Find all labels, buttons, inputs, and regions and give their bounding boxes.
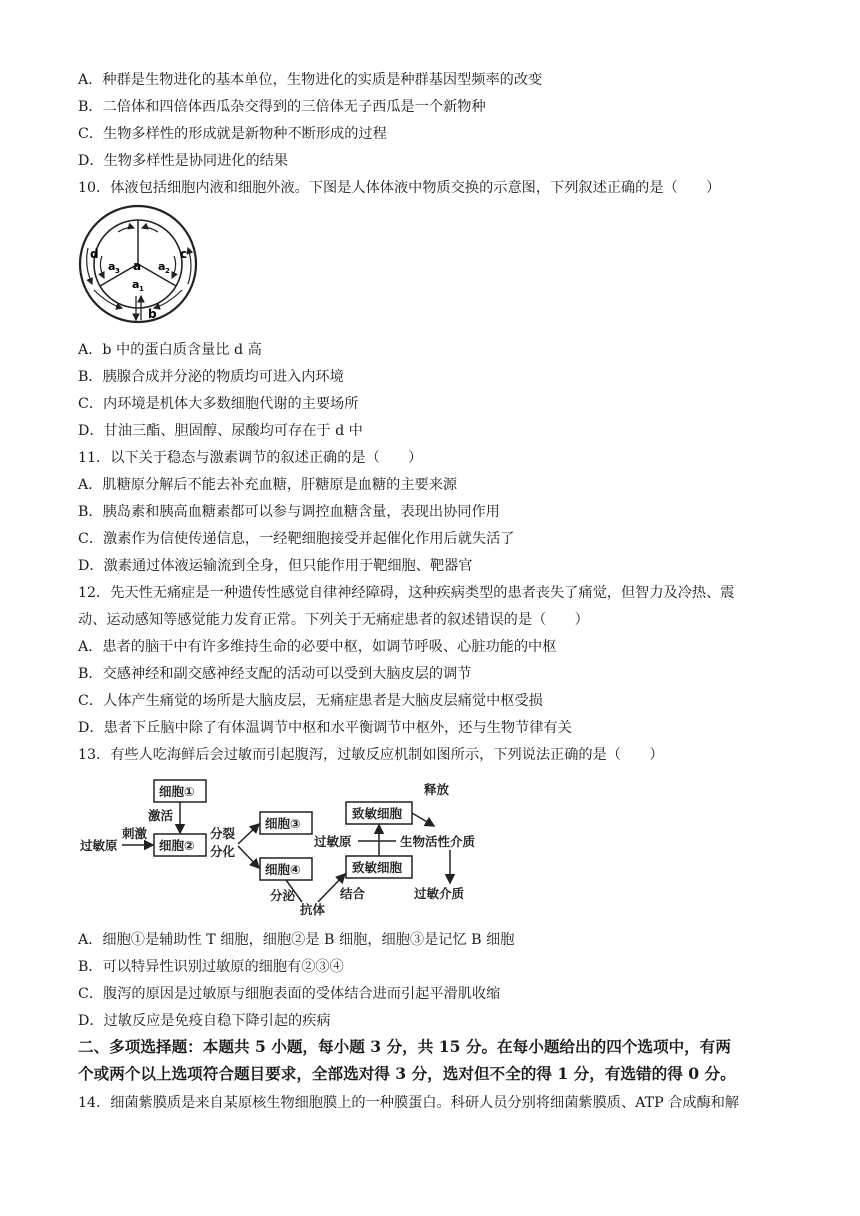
q10-stem: 10．体液包括细胞内液和细胞外液。下图是人体体液中物质交换的示意图，下列叙述正确的是（ ） [78,180,721,196]
bioactive-medium-label: 生物活性介质 [400,834,476,849]
cell1-label: 细胞① [159,784,195,799]
label-a3: a [108,260,116,273]
sensitized-bottom-label: 致敏细胞 [352,860,403,875]
divide-label: 分裂 [210,826,236,841]
q10-option-d: D．甘油三酯、胆固醇、尿酸均可存在于 d 中 [78,423,363,439]
secrete-label: 分泌 [270,888,296,903]
label-a: a [133,259,142,273]
allergen-left-label: 过敏原 [80,838,118,853]
arrow-right-outer [188,248,191,284]
label-a1-sub: 1 [139,285,144,293]
cell3-label: 细胞③ [265,816,301,831]
arrow-to-cell4 [238,846,259,868]
q13-stem: 13．有些人吃海鲜后会过敏而引起腹泻，过敏反应机制如图所示，下列说法正确的是（ ） [78,747,664,763]
divider-right [138,264,176,286]
q11-stem: 11．以下关于稳态与激素调节的叙述正确的是（ ） [78,450,423,466]
section2-heading-line2: 个或两个以上选项符合题目要求，全部选对得 3 分，选对但不全的得 1 分，有选错的得 0 分。 [78,1064,736,1083]
activate-label: 激活 [148,808,174,823]
q12-stem-line2: 动、运动感知等感觉能力发育正常。下列关于无痛症患者的叙述错误的是（ ） [78,612,589,628]
release-label: 释放 [424,782,450,797]
allergy-medium-label: 过敏介质 [414,886,465,901]
q13-option-b: B．可以特异性识别过敏原的细胞有②③④ [78,959,344,975]
label-a2-sub: 2 [165,267,170,275]
q12-stem-line1: 12．先天性无痛症是一种遗传性感觉自律神经障碍，这种疾病类型的患者丧失了痛觉，但智力及冷热、震 [78,585,735,601]
label-c: c [180,247,188,261]
q12-option-a: A．患者的脑干中有许多维持生命的必要中枢，如调节呼吸、心脏功能的中枢 [78,639,557,655]
q11-option-c: C．激素作为信使传递信息，一经靶细胞接受并起催化作用后就失活了 [78,531,515,547]
label-a2: a [158,260,166,273]
q9-option-d: D．生物多样性是协同进化的结果 [78,153,289,169]
arrow-top-left [118,228,134,233]
section2-heading-line1: 二、多项选择题：本题共 5 小题，每小题 3 分，共 15 分。在每小题给出的四个选项中，有两 [78,1037,731,1056]
q10-option-c: C．内环境是机体大多数细胞代谢的主要场所 [78,396,359,412]
sensitized-top-label: 致敏细胞 [352,806,403,821]
q13-option-d: D．过敏反应是免疫自稳下降引起的疾病 [78,1013,331,1029]
q12-option-b: B．交感神经和副交感神经支配的活动可以受到大脑皮层的调节 [78,666,472,682]
q12-option-d: D．患者下丘脑中除了有体温调节中枢和水平衡调节中枢外，还与生物节律有关 [78,720,572,736]
allergy-mechanism-diagram [78,774,498,920]
q12-option-c: C．人体产生痛觉的场所是大脑皮层，无痛症患者是大脑皮层痛觉中枢受损 [78,693,543,709]
q11-option-a: A．肌糖原分解后不能去补充血糖，肝糖原是血糖的主要来源 [78,477,458,493]
antibody-label: 抗体 [300,902,326,917]
arrow-left-inner [100,256,104,278]
cell2-label: 细胞② [159,838,195,853]
label-b: b [148,307,157,321]
q10-option-a: A．b 中的蛋白质含量比 d 高 [78,342,262,358]
label-d: d [90,247,99,261]
q11-option-d: D．激素通过体液运输流到全身，但只能作用于靶细胞、靶器官 [78,558,473,574]
q9-option-a: A．种群是生物进化的基本单位，生物进化的实质是种群基因型频率的改变 [78,72,543,88]
differentiate-label: 分化 [210,844,236,859]
q13-option-a: A．细胞①是辅助性 T 细胞，细胞②是 B 细胞，细胞③是记忆 B 细胞 [78,932,515,948]
label-a1: a [132,278,140,291]
q13-option-c: C．腹泻的原因是过敏原与细胞表面的受体结合进而引起平滑肌收缩 [78,986,501,1002]
label-a3-sub: 3 [115,267,120,275]
arrow-to-cell3 [238,824,259,844]
stimulate-label: 刺激 [122,826,148,841]
arrow-top-right [142,228,158,233]
q11-option-b: B．胰岛素和胰高血糖素都可以参与调控血糖含量，表现出协同作用 [78,504,500,520]
cell4-label: 细胞④ [265,862,301,877]
q10-option-b: B．胰腺合成并分泌的物质均可进入内环境 [78,369,344,385]
arrow-right-inner [172,256,176,278]
q9-option-b: B．二倍体和四倍体西瓜杂交得到的三倍体无子西瓜是一个新物种 [78,99,486,115]
arrow-release [412,813,434,826]
bind-label: 结合 [340,886,366,901]
q9-option-c: C．生物多样性的形成就是新物种不断形成的过程 [78,126,387,142]
body-fluid-diagram [78,204,208,330]
allergen-mid-label: 过敏原 [314,834,352,849]
q14-stem-line1: 14．细菌紫膜质是来自某原核生物细胞膜上的一种膜蛋白。科研人员分别将细菌紫膜质、ATP 合成酶和解 [78,1095,740,1111]
